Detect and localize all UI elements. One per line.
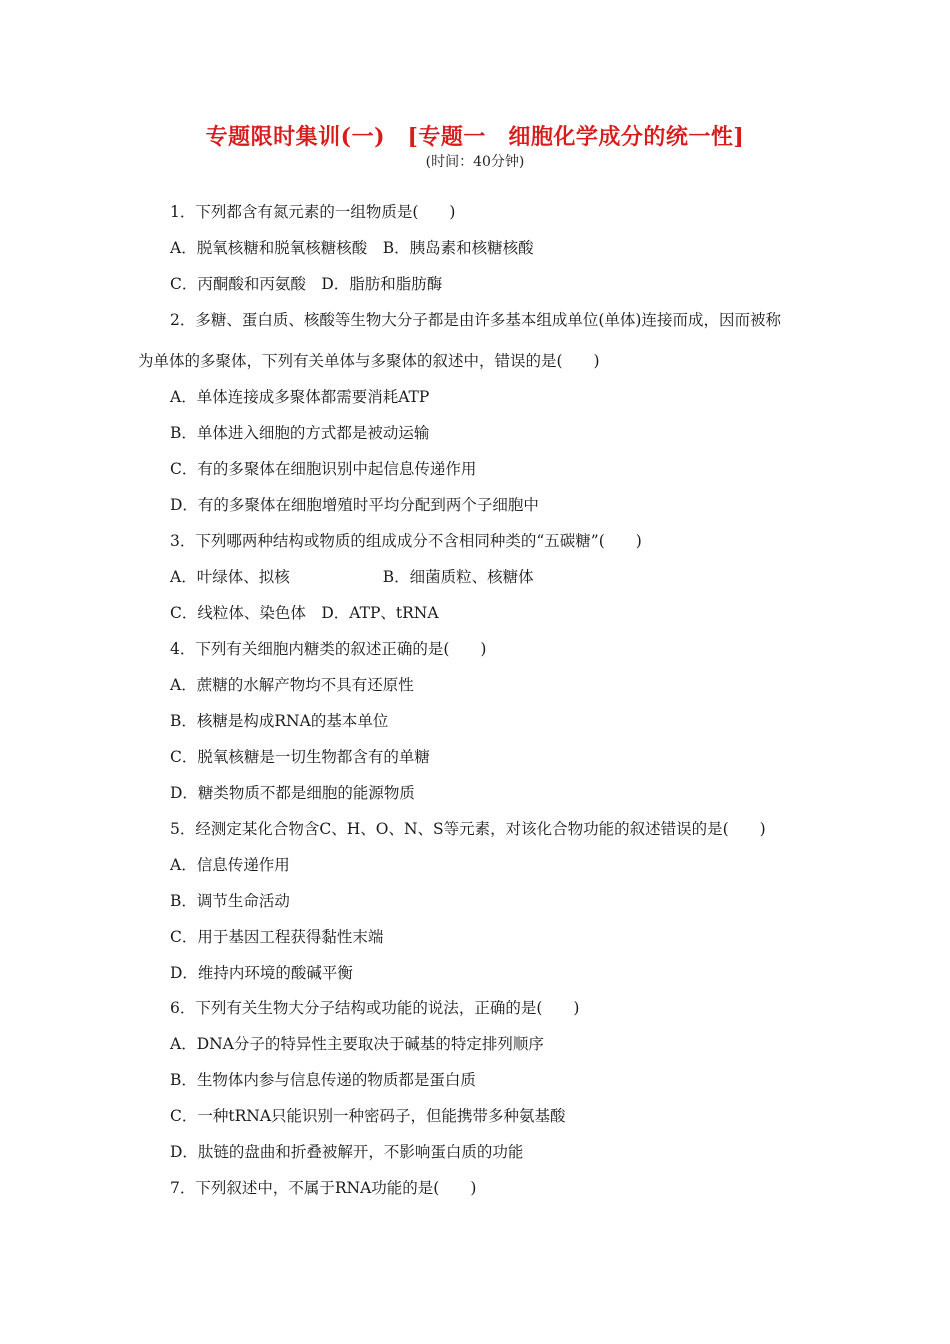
question-7: 7．下列叙述中，不属于RNA功能的是( ) [170, 1179, 477, 1197]
q4-option-b: B．核糖是构成RNA的基本单位 [170, 712, 389, 730]
q6-option-b: B．生物体内参与信息传递的物质都是蛋白质 [170, 1071, 476, 1089]
q2-option-b: B．单体进入细胞的方式都是被动运输 [170, 424, 430, 442]
q2-option-a: A．单体连接成多聚体都需要消耗ATP [170, 388, 430, 406]
question-2-cont: 为单体的多聚体，下列有关单体与多聚体的叙述中，错误的是( ) [138, 352, 600, 370]
q3-option-ab: A．叶绿体、拟核 B．细菌质粒、核糖体 [170, 568, 534, 586]
q1-option-cd: C．丙酮酸和丙氨酸 D．脂肪和脂肪酶 [170, 275, 443, 293]
page-title: 专题限时集训(一) [专题一 细胞化学成分的统一性] [205, 124, 745, 150]
q2-option-c: C．有的多聚体在细胞识别中起信息传递作用 [170, 460, 477, 478]
q6-option-a: A．DNA分子的特异性主要取决于碱基的特定排列顺序 [170, 1035, 544, 1053]
q6-option-c: C．一种tRNA只能识别一种密码子，但能携带多种氨基酸 [170, 1107, 566, 1125]
q5-option-b: B．调节生命活动 [170, 892, 290, 910]
question-5: 5．经测定某化合物含C、H、O、N、S等元素，对该化合物功能的叙述错误的是( ) [170, 820, 766, 838]
q6-option-d: D．肽链的盘曲和折叠被解开，不影响蛋白质的功能 [170, 1143, 524, 1161]
q3-option-cd: C．线粒体、染色体 D．ATP、tRNA [170, 604, 439, 622]
q5-option-a: A．信息传递作用 [170, 856, 290, 874]
question-3: 3．下列哪两种结构或物质的组成成分不含相同种类的“五碳糖”( ) [170, 532, 642, 550]
question-2: 2．多糖、蛋白质、核酸等生物大分子都是由许多基本组成单位(单体)连接而成，因而被称 [170, 311, 781, 329]
question-1: 1．下列都含有氮元素的一组物质是( ) [170, 203, 456, 221]
question-4: 4．下列有关细胞内糖类的叙述正确的是( ) [170, 640, 487, 658]
q4-option-a: A．蔗糖的水解产物均不具有还原性 [170, 676, 414, 694]
q4-option-d: D．糖类物质不都是细胞的能源物质 [170, 784, 415, 802]
time-limit: (时间：40分钟) [425, 154, 525, 170]
q4-option-c: C．脱氧核糖是一切生物都含有的单糖 [170, 748, 430, 766]
q2-option-d: D．有的多聚体在细胞增殖时平均分配到两个子细胞中 [170, 496, 539, 514]
question-6: 6．下列有关生物大分子结构或功能的说法，正确的是( ) [170, 999, 580, 1017]
q1-option-ab: A．脱氧核糖和脱氧核糖核酸 B．胰岛素和核糖核酸 [170, 239, 534, 257]
q5-option-d: D．维持内环境的酸碱平衡 [170, 964, 353, 982]
q5-option-c: C．用于基因工程获得黏性末端 [170, 928, 384, 946]
